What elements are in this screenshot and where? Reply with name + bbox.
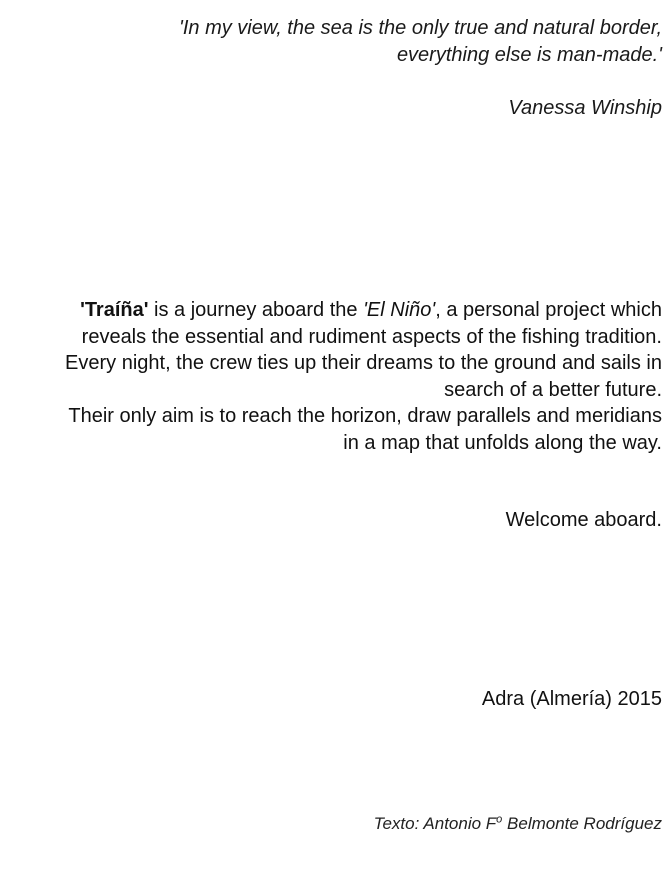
quote-author: Vanessa Winship — [508, 97, 662, 119]
welcome-text: Welcome aboard. — [505, 509, 662, 531]
place-date: Adra (Almería) 2015 — [481, 688, 662, 710]
credit-superscript: o — [496, 813, 503, 826]
boat-name: 'El Niño' — [363, 299, 436, 321]
intro-line: search of a better future. — [444, 378, 662, 401]
intro-line: Their only aim is to reach the horizon, draw parallels and meridians — [68, 405, 662, 427]
intro-line: in a map that unfolds along the way. — [343, 431, 662, 454]
intro-line: Every night, the crew ties up their dreams to the ground and sails in — [65, 352, 662, 374]
intro-paragraph — [65, 297, 662, 456]
quote-line: 'In my view, the sea is the only true and natural border, — [179, 17, 662, 39]
credit-prefix: Texto: Antonio F — [373, 814, 497, 833]
epigraph-quote — [179, 15, 662, 69]
intro-line: reveals the essential and rudiment aspects of the fishing tradition. — [81, 325, 662, 348]
credit-suffix: Belmonte Rodríguez — [502, 814, 662, 833]
intro-text: is a journey aboard the — [148, 299, 364, 321]
intro-first-line — [65, 297, 662, 324]
project-title: 'Traíña' — [80, 299, 149, 321]
quote-line: everything else is man-made.' — [396, 44, 662, 66]
intro-text: , a personal project which — [435, 299, 662, 321]
text-credit — [374, 812, 662, 836]
